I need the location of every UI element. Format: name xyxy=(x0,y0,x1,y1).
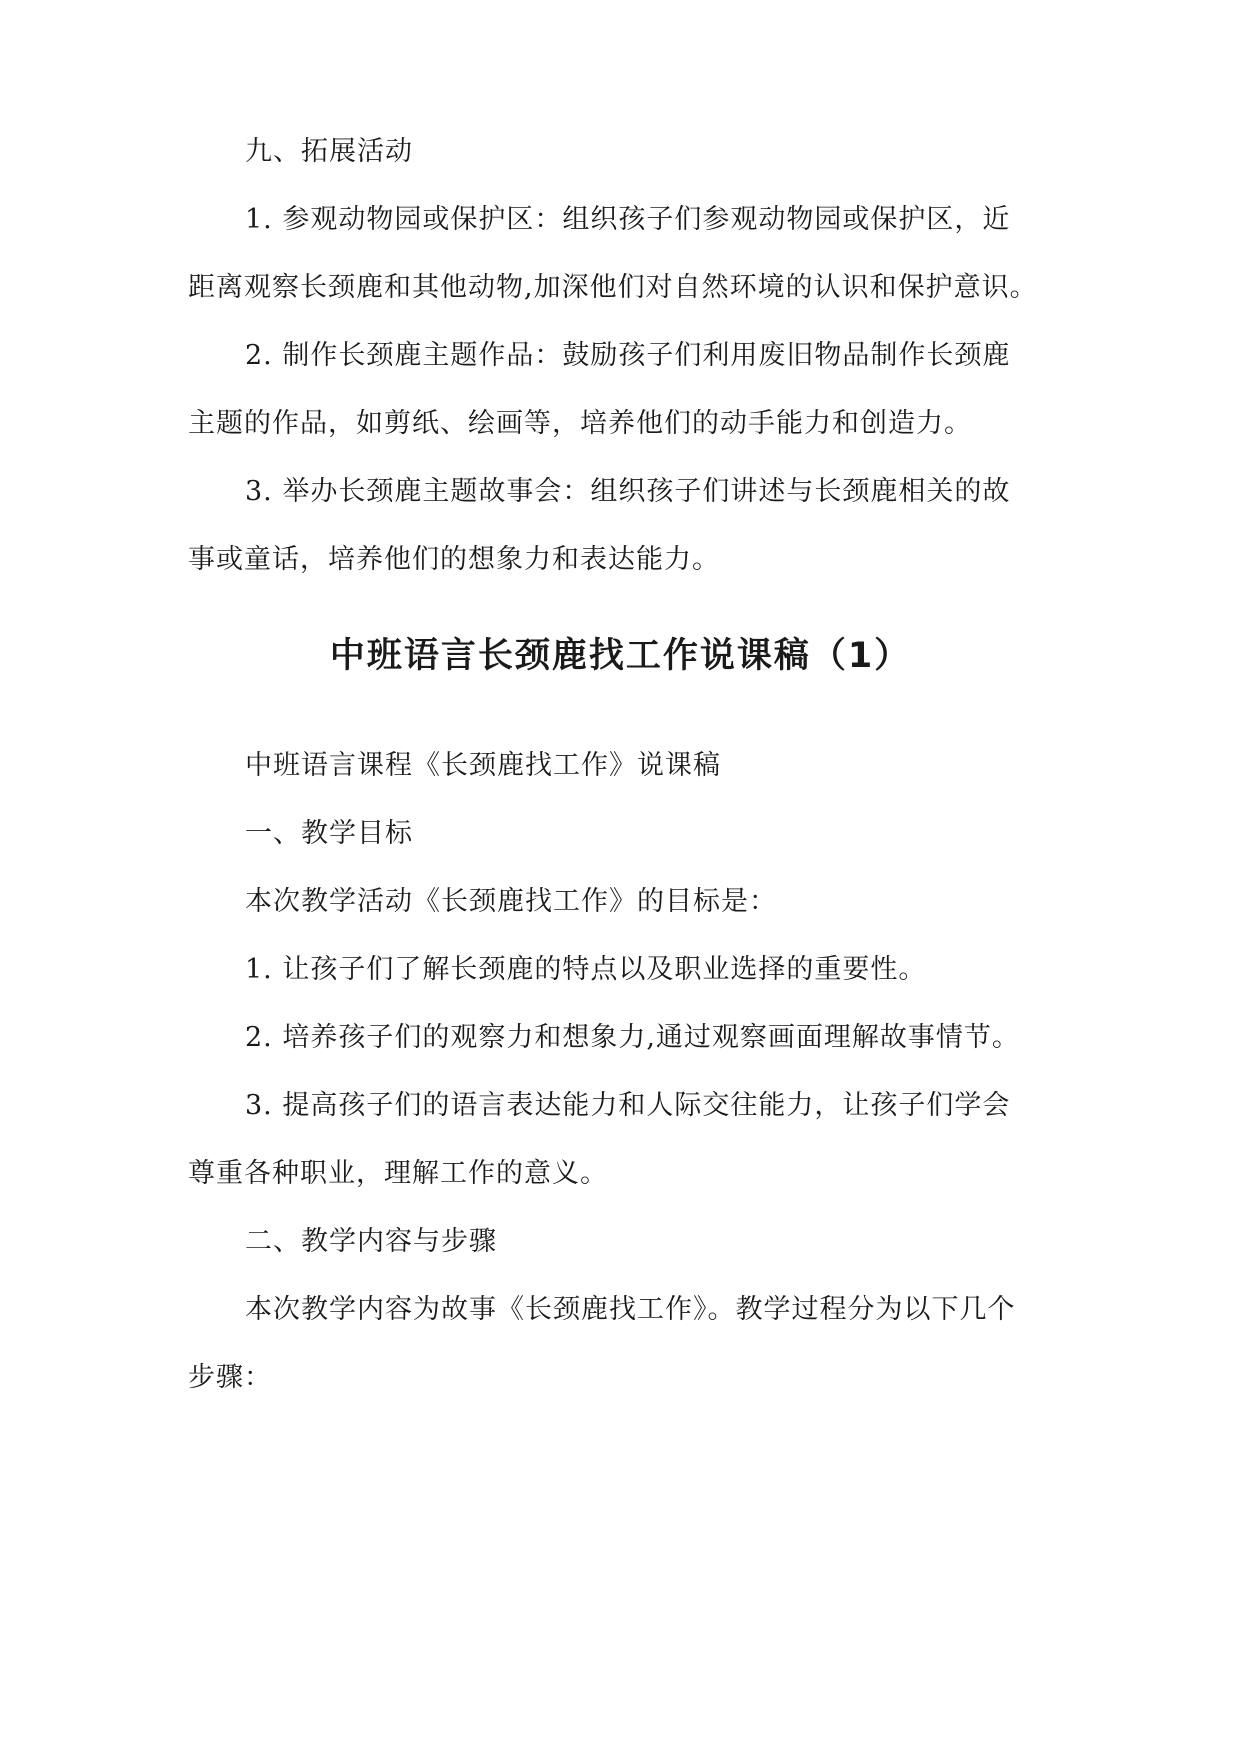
goal-2: 2. 培养孩子们的观察力和想象力,通过观察画面理解故事情节。 xyxy=(245,1022,1020,1053)
section-two-heading: 二、教学内容与步骤 xyxy=(245,1226,497,1257)
section-two-intro-line-1: 本次教学内容为故事《长颈鹿找工作》。教学过程分为以下几个 xyxy=(245,1294,1016,1325)
extension-item-1-line-1: 1. 参观动物园或保护区：组织孩子们参观动物园或保护区，近 xyxy=(245,204,1011,235)
goal-1: 1. 让孩子们了解长颈鹿的特点以及职业选择的重要性。 xyxy=(245,954,927,985)
section-two-intro-line-2: 步骤： xyxy=(188,1362,272,1393)
document-subtitle: 中班语言课程《长颈鹿找工作》说课稿 xyxy=(245,750,721,781)
extension-item-3-line-1: 3. 举办长颈鹿主题故事会：组织孩子们讲述与长颈鹿相关的故 xyxy=(245,476,1011,507)
goal-3-line-2: 尊重各种职业，理解工作的意义。 xyxy=(188,1158,608,1189)
section-nine-heading: 九、拓展活动 xyxy=(245,136,413,167)
section-one-intro: 本次教学活动《长颈鹿找工作》的目标是： xyxy=(245,886,777,917)
extension-item-2-line-2: 主题的作品，如剪纸、绘画等，培养他们的动手能力和创造力。 xyxy=(188,408,972,439)
goal-3-line-1: 3. 提高孩子们的语言表达能力和人际交往能力，让孩子们学会 xyxy=(245,1090,1011,1121)
document-title: 中班语言长颈鹿找工作说课稿（1） xyxy=(329,636,912,676)
extension-item-2-line-1: 2. 制作长颈鹿主题作品：鼓励孩子们利用废旧物品制作长颈鹿 xyxy=(245,340,1011,371)
extension-item-3-line-2: 事或童话，培养他们的想象力和表达能力。 xyxy=(188,544,720,575)
section-one-heading: 一、教学目标 xyxy=(245,818,413,849)
extension-item-1-line-2: 距离观察长颈鹿和其他动物,加深他们对自然环境的认识和保护意识。 xyxy=(188,272,1038,303)
